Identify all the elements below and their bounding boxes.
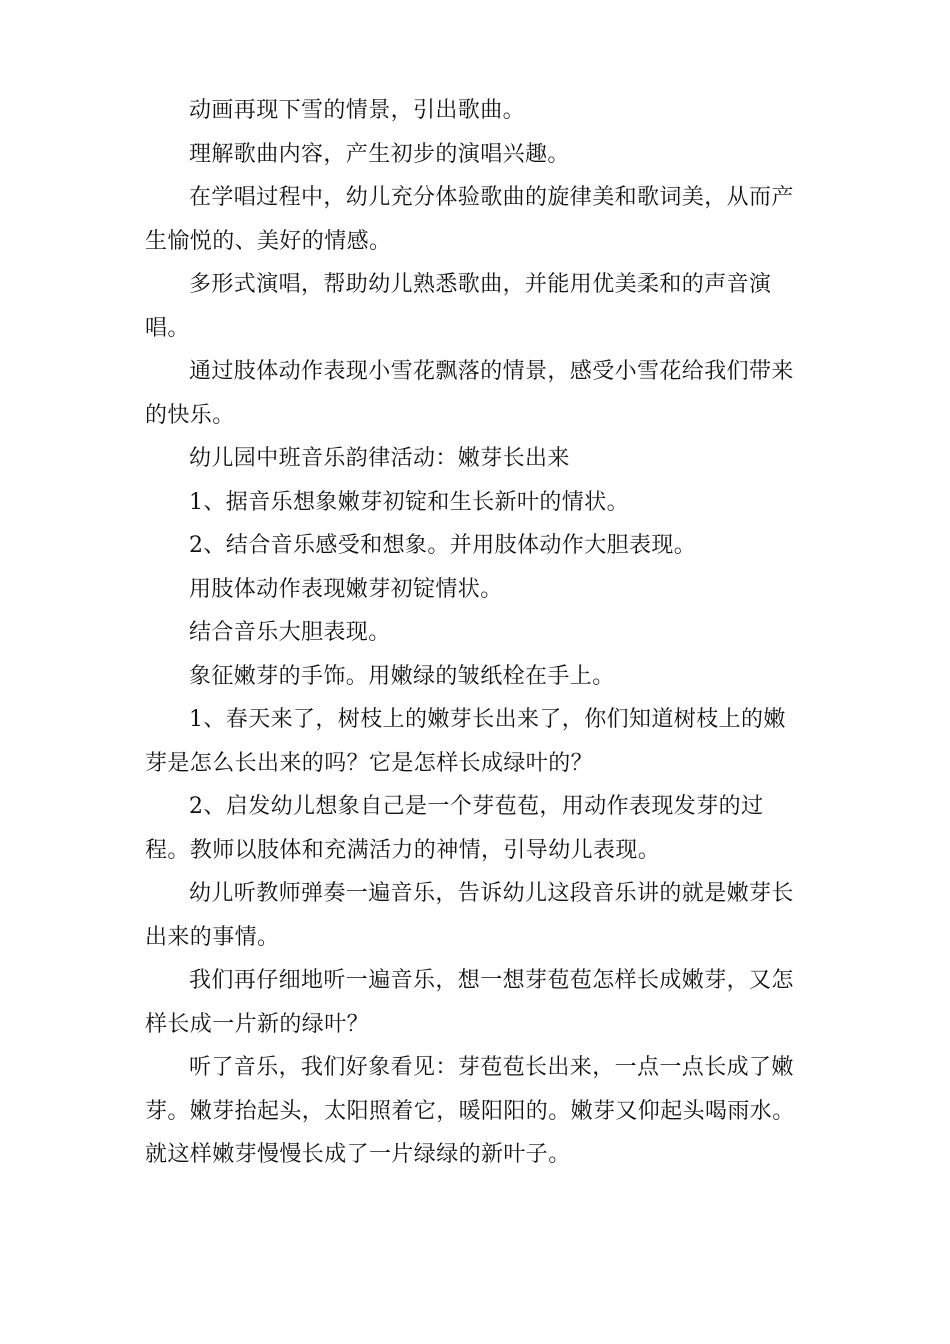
paragraph-13: 2、启发幼儿想象自己是一个芽苞苞，用动作表现发芽的过程。教师以肢体和充满活力的神情，引导幼儿表现。	[145, 794, 764, 863]
paragraph-5: 通过肢体动作表现小雪花飘落的情景，感受小雪花给我们带来的快乐。	[145, 359, 794, 428]
paragraph-12: 1、春天来了，树枝上的嫩芽长出来了，你们知道树枝上的嫩芽是怎么长出来的吗？它是怎样长成绿叶的？	[145, 707, 786, 776]
paragraph-14: 幼儿听教师弹奏一遍音乐，告诉幼儿这段音乐讲的就是嫩芽长出来的事情。	[145, 881, 794, 950]
paragraph-3: 在学唱过程中，幼儿充分体验歌曲的旋律美和歌词美，从而产生愉悦的、美好的情感。	[145, 185, 794, 254]
paragraph-10: 结合音乐大胆表现。	[189, 620, 391, 645]
paragraph-9: 用肢体动作表现嫩芽初锭情状。	[189, 576, 503, 602]
paragraph-8: 2、结合音乐感受和想象。并用肢体动作大胆表现。	[189, 533, 697, 558]
paragraph-11: 象征嫩芽的手饰。用嫩绿的皱纸栓在手上。	[189, 663, 615, 689]
paragraph-7: 1、据音乐想象嫩芽初锭和生长新叶的情状。	[189, 489, 629, 515]
paragraph-16: 听了音乐，我们好象看见：芽苞苞长出来，一点一点长成了嫩芽。嫩芽抬起头，太阳照着它，暖阳阳的。嫩芽又仰起头喝雨水。就这样嫩芽慢慢长成了一片绿绿的新叶子。	[145, 1055, 795, 1167]
paragraph-15: 我们再仔细地听一遍音乐，想一想芽苞苞怎样长成嫩芽，又怎样长成一片新的绿叶？	[145, 968, 794, 1037]
paragraph-1: 动画再现下雪的情景，引出歌曲。	[189, 98, 526, 123]
paragraph-4: 多形式演唱，帮助幼儿熟悉歌曲，并能用优美柔和的声音演唱。	[145, 272, 772, 341]
document-body	[145, 89, 805, 1177]
section-heading: 幼儿园中班音乐韵律活动：嫩芽长出来	[189, 446, 570, 471]
paragraph-2: 理解歌曲内容，产生初步的演唱兴趣。	[189, 141, 570, 167]
